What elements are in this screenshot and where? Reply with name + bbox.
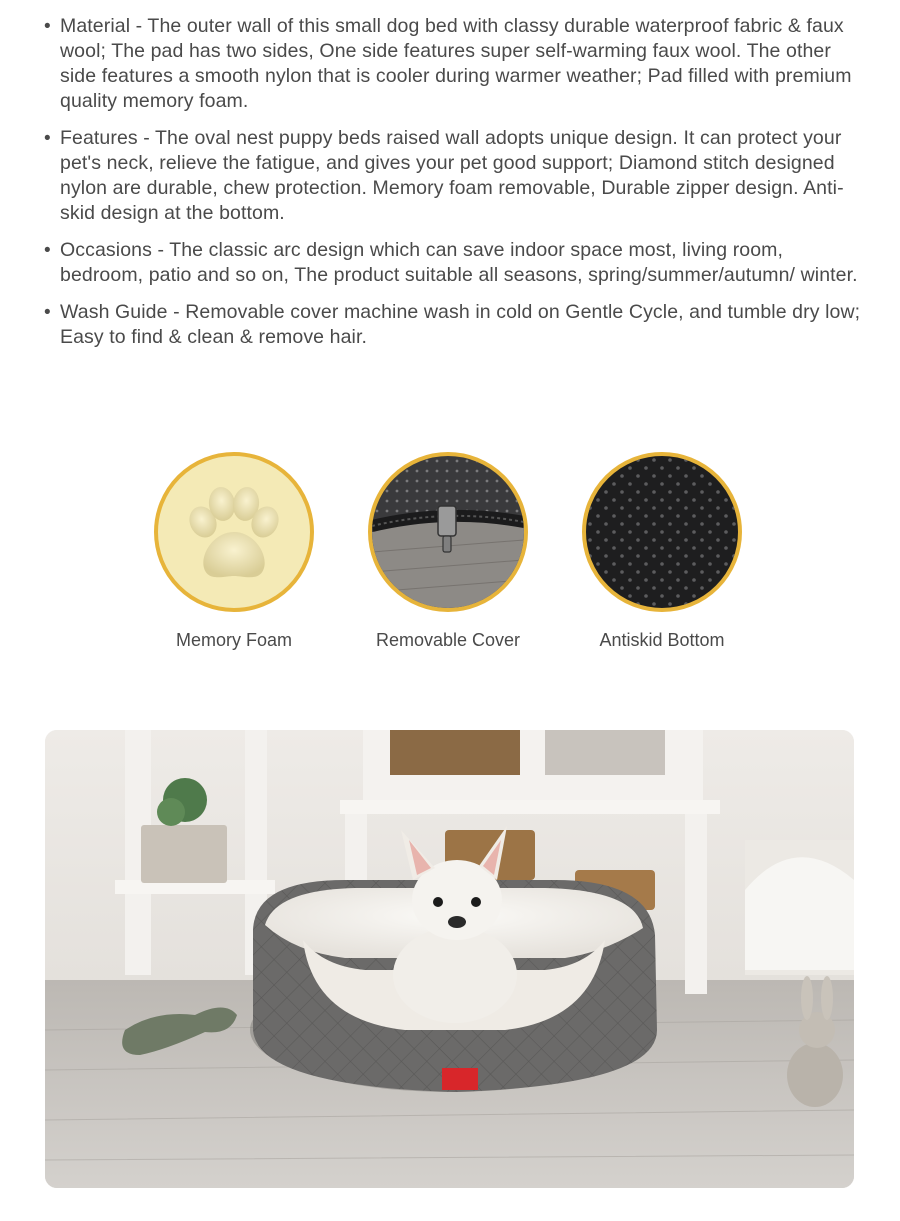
bullet-dot: • [44, 128, 51, 149]
feature-removable-cover [338, 452, 558, 651]
dog-bed-photo [45, 730, 854, 1188]
bullet-text: Features - The oval nest puppy beds raised wall adopts unique design. It can protect your pet's neck, relieve the fatigue, and gives your pet good support; Diamond stitch designed nylon are durable, chew protection. Memory foam removable, Durable zipper design. Anti-skid design at the bottom. [60, 127, 844, 224]
bullet-features [44, 126, 864, 226]
bullet-text: Occasions - The classic arc design which can save indoor space most, living room, bedroom, patio and so on, The product suitable all seasons, spring/summer/autumn/ winter. [60, 239, 858, 286]
bullet-dot: • [44, 16, 51, 37]
bullet-dot: • [44, 240, 51, 261]
feature-caption: Antiskid Bottom [599, 630, 725, 650]
bullet-material [44, 14, 864, 114]
feature-caption: Memory Foam [175, 630, 292, 650]
bullet-text: Wash Guide - Removable cover machine wash in cold on Gentle Cycle, and tumble dry low; Easy to find & clean & remove hair. [60, 301, 861, 348]
feature-description-list [44, 14, 864, 362]
feature-caption: Removable Cover [375, 630, 521, 650]
antiskid-dots-icon [582, 452, 742, 612]
zipper-icon [368, 452, 528, 612]
paw-icon [154, 452, 314, 612]
bullet-text: Material - The outer wall of this small dog bed with classy durable waterproof fabric & faux wool; The pad has two sides, One side features super self-warming faux wool. The other side features a smooth nylon that is cooler during warmer weather; Pad filled with premium quality memory foam. [60, 15, 852, 112]
feature-icons-row [120, 452, 780, 662]
bullet-wash-guide [44, 300, 864, 350]
feature-antiskid-bottom [552, 452, 772, 651]
bullet-occasions [44, 238, 864, 288]
bullet-dot: • [44, 302, 51, 323]
feature-memory-foam [124, 452, 344, 651]
